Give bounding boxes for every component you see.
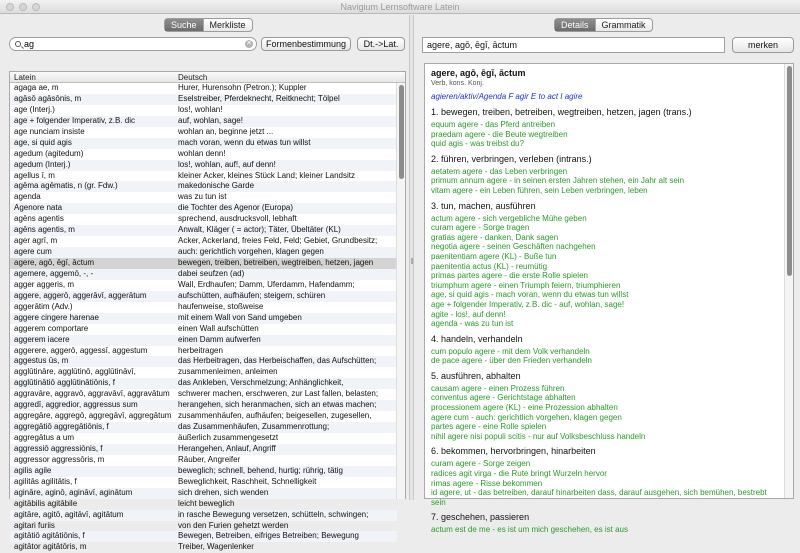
latin-cell: aggregāre, aggregō, aggregāvī, aggregātum bbox=[14, 411, 172, 421]
search-field[interactable] bbox=[9, 37, 257, 51]
table-row[interactable] bbox=[10, 510, 397, 521]
german-cell: herbeitragen bbox=[178, 345, 223, 355]
table-header bbox=[10, 72, 405, 83]
meaning-heading: 7. geschehen, passieren bbox=[431, 512, 530, 523]
meaning-heading: 3. tun, machen, ausführen bbox=[431, 200, 536, 211]
example-phrase: actum est de me - es ist um mich geschehen, es ist aus bbox=[431, 525, 628, 535]
german-cell: sprechend, ausdrucksvoll, lebhaft bbox=[178, 214, 297, 224]
table-row[interactable] bbox=[10, 356, 397, 367]
part-of-speech: Verb, kons. Konj. bbox=[431, 80, 484, 87]
example-phrase: actum agere - sich vergebliche Mühe geben bbox=[431, 213, 587, 223]
meaning-section bbox=[431, 445, 781, 507]
german-cell: das Ankleben, Verschmelzung; Anhänglichkeit, bbox=[178, 378, 344, 388]
table-row[interactable] bbox=[10, 214, 397, 225]
vocabulary-table bbox=[9, 71, 406, 552]
tab-grammatik[interactable]: Grammatik bbox=[601, 20, 646, 30]
table-row[interactable] bbox=[10, 258, 397, 269]
example-phrase: praedam agere - die Beute wegtreiben bbox=[431, 129, 568, 139]
table-row[interactable] bbox=[10, 181, 397, 192]
right-tab-bar bbox=[554, 18, 653, 32]
table-row[interactable] bbox=[10, 203, 397, 214]
german-cell: herangehen, sich heranmachen, sich an etwas machen; bbox=[178, 400, 377, 410]
example-phrase: triumphum agere - einen Triumph feiern, triumphieren bbox=[431, 280, 621, 290]
table-row[interactable] bbox=[10, 291, 397, 302]
latin-cell: agglūtinātiō agglūtinātiōnis, f bbox=[14, 378, 115, 388]
meaning-heading: 6. bekommen, hervorbringen, hinarbeiten bbox=[431, 446, 596, 457]
german-cell: zusammenhäufen, aufhäufen; beigesellen, zugesellen, bbox=[178, 411, 372, 421]
tab-details[interactable]: Details bbox=[555, 19, 596, 31]
window-titlebar bbox=[0, 0, 800, 14]
meaning-heading: 5. ausführen, abhalten bbox=[431, 370, 521, 381]
german-cell: die Tochter des Agenor (Europa) bbox=[178, 203, 294, 213]
german-cell: makedonische Garde bbox=[178, 181, 255, 191]
table-row[interactable] bbox=[10, 531, 397, 542]
german-cell: das Zusammenhäufen, Zusammenrottung; bbox=[178, 422, 330, 432]
latin-cell: age + folgender Imperativ, z.B. dic bbox=[14, 115, 136, 125]
tab-suche[interactable]: Suche bbox=[165, 19, 204, 31]
latin-cell: ager agrī, m bbox=[14, 236, 58, 246]
meaning-section bbox=[431, 333, 781, 366]
latin-cell: aggerem iacere bbox=[14, 334, 70, 344]
headword: agere, agō, ēgī, āctum bbox=[431, 68, 526, 78]
german-cell: einen Wall aufschütten bbox=[178, 323, 259, 333]
example-phrase: equum agere - das Pferd antreiben bbox=[431, 120, 556, 129]
german-cell: aufschütten, aufhäufen; steigern, schüren bbox=[178, 290, 326, 300]
german-cell: Anwalt, Kläger ( = actor); Täter, Übeltäter (KL) bbox=[178, 225, 341, 235]
german-cell: Räuber, Angreifer bbox=[178, 454, 241, 464]
example-phrase: curam agere - Sorge zeigen bbox=[431, 459, 531, 469]
latin-cell: agitābilis agitābile bbox=[14, 498, 78, 508]
table-body bbox=[10, 83, 397, 553]
window-title: Navigium Lernsoftware Latein bbox=[340, 2, 460, 12]
german-cell: auf, wohlan, sage! bbox=[178, 115, 243, 125]
example-phrase: radices agit virga - die Rute bringt Wurzeln hervor bbox=[431, 469, 607, 479]
related-words[interactable]: agieren/aktiv/Agenda F agir E to act I agire bbox=[431, 92, 583, 101]
detail-pane bbox=[414, 15, 800, 535]
column-header-german[interactable]: Deutsch bbox=[178, 73, 208, 82]
latin-cell: agedum (Interj.) bbox=[14, 159, 71, 169]
example-phrase: partes agere - eine Rolle spielen bbox=[431, 422, 547, 432]
latin-cell: Agenore nata bbox=[14, 203, 63, 213]
latin-cell: agemere, aggemō, -, - bbox=[14, 268, 94, 278]
german-cell: mach voran, wenn du etwas tun willst bbox=[178, 137, 311, 147]
latin-cell: age, si quid agis bbox=[14, 137, 72, 147]
example-phrase: agenda - was zu tun ist bbox=[431, 319, 514, 329]
meaning-section bbox=[431, 153, 781, 196]
table-row[interactable] bbox=[10, 225, 397, 236]
german-cell: kleiner Acker, kleines Stück Land; kleiner Landsitz bbox=[178, 170, 355, 180]
german-cell: mit einem Wall von Sand umgeben bbox=[178, 312, 302, 322]
example-phrase: conventus agere - Gerichtstage abhalten bbox=[431, 393, 576, 403]
table-row[interactable] bbox=[10, 192, 397, 203]
table-row[interactable] bbox=[10, 171, 397, 182]
german-cell: schwerer machen, erschweren, zur Last fallen, belasten; bbox=[178, 389, 379, 399]
latin-cell: agitātor agitātōris, m bbox=[14, 542, 87, 552]
german-cell: Treiber, Wagenlenker bbox=[178, 542, 254, 552]
latin-cell: agere, agō, ēgī, āctum bbox=[14, 258, 95, 267]
table-row[interactable] bbox=[10, 324, 397, 335]
meaning-section bbox=[431, 106, 781, 149]
table-row[interactable] bbox=[10, 236, 397, 247]
latin-cell: agilitās agilitātis, f bbox=[14, 476, 77, 486]
table-row[interactable] bbox=[10, 455, 397, 466]
example-phrase: paenitentiam agere (KL) - Buße tun bbox=[431, 251, 557, 261]
meaning-heading: 2. führen, verbringen, verleben (intrans.) bbox=[431, 153, 592, 164]
example-phrase: paenitentia actus (KL) - reumütig bbox=[431, 261, 548, 271]
latin-cell: aggerere, aggerō, aggessī, aggestum bbox=[14, 345, 148, 355]
table-row[interactable] bbox=[10, 313, 397, 324]
table-row[interactable] bbox=[10, 302, 397, 313]
german-cell: haufenweise, stoßweise bbox=[178, 301, 264, 311]
german-cell: leicht beweglich bbox=[178, 498, 235, 508]
formenbestimmung-button[interactable]: Formenbestimmung bbox=[261, 37, 351, 51]
meaning-heading: 1. bewegen, treiben, betreiben, wegtreiben, hetzen, jagen (trans.) bbox=[431, 107, 692, 117]
german-cell: wohlan an, beginne jetzt ... bbox=[178, 126, 274, 136]
table-row[interactable] bbox=[10, 444, 397, 455]
german-cell: beweglich; schnell, behend, hurtig; rührig, tätig bbox=[178, 465, 343, 475]
german-cell: los!, wohlan! bbox=[178, 104, 223, 114]
tab-merkliste[interactable]: Merkliste bbox=[209, 20, 246, 30]
latin-cell: aggerātim (Adv.) bbox=[14, 301, 73, 311]
table-scrollbar[interactable] bbox=[396, 83, 405, 499]
table-row[interactable] bbox=[10, 94, 397, 105]
table-row[interactable] bbox=[10, 488, 397, 499]
detail-view bbox=[424, 63, 794, 535]
german-cell: wohlan denn! bbox=[178, 148, 226, 158]
table-row[interactable] bbox=[10, 422, 397, 433]
table-row[interactable] bbox=[10, 521, 397, 532]
example-phrase: primas partes agere - die erste Rolle spielen bbox=[431, 271, 588, 281]
detail-scroll-thumb[interactable] bbox=[787, 66, 792, 276]
latin-cell: agilis agile bbox=[14, 465, 52, 475]
latin-cell: agellus ī, m bbox=[14, 170, 55, 180]
example-phrase: primum annum agere - in seinen ersten Jahren stehen, ein Jahr alt sein bbox=[431, 176, 685, 186]
german-cell: Hurer, Hurensohn (Petron.); Kuppler bbox=[178, 83, 307, 92]
meaning-section bbox=[431, 511, 781, 535]
table-row[interactable] bbox=[10, 83, 397, 94]
german-cell: dabei seufzen (ad) bbox=[178, 268, 245, 278]
latin-cell: aggredī, aggredior, aggressus sum bbox=[14, 400, 138, 410]
table-row[interactable] bbox=[10, 247, 397, 258]
example-phrase: agite - los!, auf denn! bbox=[431, 309, 506, 319]
example-phrase: agere cum - auch: gerichtlich vorgehen, klagen gegen bbox=[431, 412, 622, 422]
german-cell: auch: gerichtlich vorgehen, klagen gegen bbox=[178, 247, 324, 257]
example-phrase: cum populo agere - mit dem Volk verhandeln bbox=[431, 346, 590, 356]
latin-cell: aggere cingere harenae bbox=[14, 312, 99, 322]
close-window-button[interactable] bbox=[6, 3, 14, 11]
latin-cell: aggregātiō aggregātiōnis, f bbox=[14, 422, 109, 432]
example-phrase: rimas agere - Risse bekommen bbox=[431, 478, 543, 488]
table-row[interactable] bbox=[10, 160, 397, 171]
latin-cell: aggestus ūs, m bbox=[14, 356, 69, 366]
latin-cell: agēns agentis, m bbox=[14, 225, 75, 235]
example-phrase: processionem agere (KL) - eine Prozession abhalten bbox=[431, 403, 618, 413]
german-cell: Herangehen, Anlauf, Angriff bbox=[178, 443, 276, 453]
german-cell: das Herbeitragen, das Herbeischaffen, das Aufschütten; bbox=[178, 356, 377, 366]
latin-cell: agere cum bbox=[14, 247, 52, 257]
latin-cell: age nunciam insiste bbox=[14, 126, 85, 136]
example-phrase: causam agere - einen Prozess führen bbox=[431, 383, 565, 393]
latin-cell: agenda bbox=[14, 192, 41, 202]
table-row[interactable] bbox=[10, 269, 397, 280]
meaning-section bbox=[431, 370, 781, 442]
table-row[interactable] bbox=[10, 411, 397, 422]
zoom-window-button[interactable] bbox=[32, 3, 40, 11]
latin-cell: agedum (agitedum) bbox=[14, 148, 84, 158]
selected-word-field[interactable]: agere, agō, ēgī, āctum bbox=[422, 37, 725, 53]
table-row[interactable] bbox=[10, 346, 397, 357]
table-row[interactable] bbox=[10, 389, 397, 400]
detail-scrollbar[interactable] bbox=[784, 64, 793, 498]
minimize-window-button[interactable] bbox=[19, 3, 27, 11]
latin-cell: aggere, aggerō, aggerāvī, aggerātum bbox=[14, 290, 147, 300]
german-cell: von den Furien gehetzt werden bbox=[178, 520, 289, 530]
german-cell: sich drehen, sich wenden bbox=[178, 487, 269, 497]
latin-cell: agitātiō agitātiōnis, f bbox=[14, 531, 85, 541]
latin-cell: aggressor aggressōris, m bbox=[14, 454, 105, 464]
table-row[interactable] bbox=[10, 542, 397, 553]
example-phrase: nihil agere nisi populi scitis - nur auf Volksbeschluss handeln bbox=[431, 431, 646, 441]
german-cell: was zu tun ist bbox=[178, 192, 227, 202]
left-tab-bar bbox=[164, 18, 253, 32]
latin-cell: agēns agentis bbox=[14, 214, 64, 224]
latin-cell: aggressiō aggressiōnis, f bbox=[14, 443, 103, 453]
german-cell: bewegen, treiben, betreiben, wegtreiben, hetzen, jagen bbox=[178, 258, 374, 267]
table-row[interactable] bbox=[10, 335, 397, 346]
latin-cell: agitari furiis bbox=[14, 520, 55, 530]
example-phrase: gratias agere - danken, Dank sagen bbox=[431, 232, 559, 242]
german-cell: einen Damm aufwerfen bbox=[178, 334, 261, 344]
german-cell: zusammenleimen, anleimen bbox=[178, 367, 278, 377]
table-row[interactable] bbox=[10, 466, 397, 477]
table-row[interactable] bbox=[10, 400, 397, 411]
divider-grip-icon bbox=[411, 258, 413, 264]
direction-toggle-button[interactable]: Dt.->Lat. bbox=[357, 37, 405, 51]
example-phrase: de pace agere - über den Frieden verhandeln bbox=[431, 356, 592, 366]
latin-cell: aggregātus a um bbox=[14, 433, 75, 442]
example-phrase: age + folgender Imperativ, z.B. dic - auf, wohlan, sage! bbox=[431, 299, 625, 309]
german-cell: in rasche Bewegung versetzen, schütteln, schwingen; bbox=[178, 509, 369, 519]
german-cell: Eselstreiber, Pferdeknecht, Reitknecht; Tölpel bbox=[178, 93, 340, 103]
table-row[interactable] bbox=[10, 138, 397, 149]
table-row[interactable] bbox=[10, 105, 397, 116]
latin-cell: agēma agēmatis, n (gr. Fdw.) bbox=[14, 181, 118, 191]
meaning-heading: 4. handeln, verhandeln bbox=[431, 333, 523, 344]
example-phrase: id agere, ut - das betreiben, darauf hinarbeiten dass, darauf ausgehen, sich bemühen, bestrebt sein bbox=[431, 488, 767, 507]
clear-search-icon[interactable]: ✕ bbox=[246, 40, 252, 47]
table-row[interactable] bbox=[10, 378, 397, 389]
example-phrase: aetatem agere - das Leben verbringen bbox=[431, 166, 568, 176]
latin-cell: agināre, aginō, agināvī, aginātum bbox=[14, 487, 133, 497]
latin-cell: agāsō agāsōnis, m bbox=[14, 93, 82, 103]
table-row[interactable] bbox=[10, 433, 397, 444]
search-pane bbox=[0, 15, 409, 552]
table-row[interactable] bbox=[10, 127, 397, 138]
example-phrase: curam agere - Sorge tragen bbox=[431, 223, 530, 233]
latin-cell: age (Interj.) bbox=[14, 104, 55, 114]
table-row[interactable] bbox=[10, 367, 397, 378]
latin-cell: agaga ae, m bbox=[14, 83, 59, 92]
german-cell: Wall, Erdhaufen; Damm, Uferdamm, Hafendamm; bbox=[178, 279, 355, 289]
latin-cell: agitāre, agitō, agitāvī, agitātum bbox=[14, 509, 124, 519]
table-row[interactable] bbox=[10, 116, 397, 127]
latin-cell: aggravāre, aggravō, aggravāvī, aggravātum bbox=[14, 389, 170, 399]
example-phrase: vitam agere - ein Leben führen, sein Leben verbringen, leben bbox=[431, 185, 648, 195]
meaning-section bbox=[431, 200, 781, 329]
german-cell: Acker, Ackerland, freies Feld, Feld; Gebiet, Grundbesitz; bbox=[178, 236, 378, 246]
table-row[interactable] bbox=[10, 149, 397, 160]
latin-cell: agglūtināre, agglūtinō, agglūtināvī, bbox=[14, 367, 136, 377]
german-cell: Beweglichkeit, Raschheit, Schnelligkeit bbox=[178, 476, 317, 486]
latin-cell: aggerem comportare bbox=[14, 323, 89, 333]
table-row[interactable] bbox=[10, 499, 397, 510]
example-phrase: negotia agere - seinen Geschäften nachgehen bbox=[431, 242, 596, 252]
search-input[interactable] bbox=[24, 39, 244, 49]
german-cell: Bewegen, Betreiben, eifriges Betreiben; Bewegung bbox=[178, 531, 360, 541]
column-header-latin[interactable]: Latein bbox=[14, 73, 36, 82]
table-row[interactable] bbox=[10, 280, 397, 291]
latin-cell: agger aggeris, m bbox=[14, 279, 75, 289]
german-cell: los!, wohlan, auf!, auf denn! bbox=[178, 159, 276, 169]
example-phrase: age, si quid agis - mach voran, wenn du etwas tun willst bbox=[431, 290, 629, 300]
merken-button[interactable]: merken bbox=[732, 37, 794, 53]
search-icon bbox=[15, 41, 21, 47]
table-scroll-thumb[interactable] bbox=[399, 85, 404, 179]
table-row[interactable] bbox=[10, 477, 397, 488]
meaning-sections bbox=[431, 106, 781, 535]
example-phrase: quid agis - was treibst du? bbox=[431, 139, 524, 149]
german-cell: äußerlich zusammengesetzt bbox=[178, 433, 279, 442]
